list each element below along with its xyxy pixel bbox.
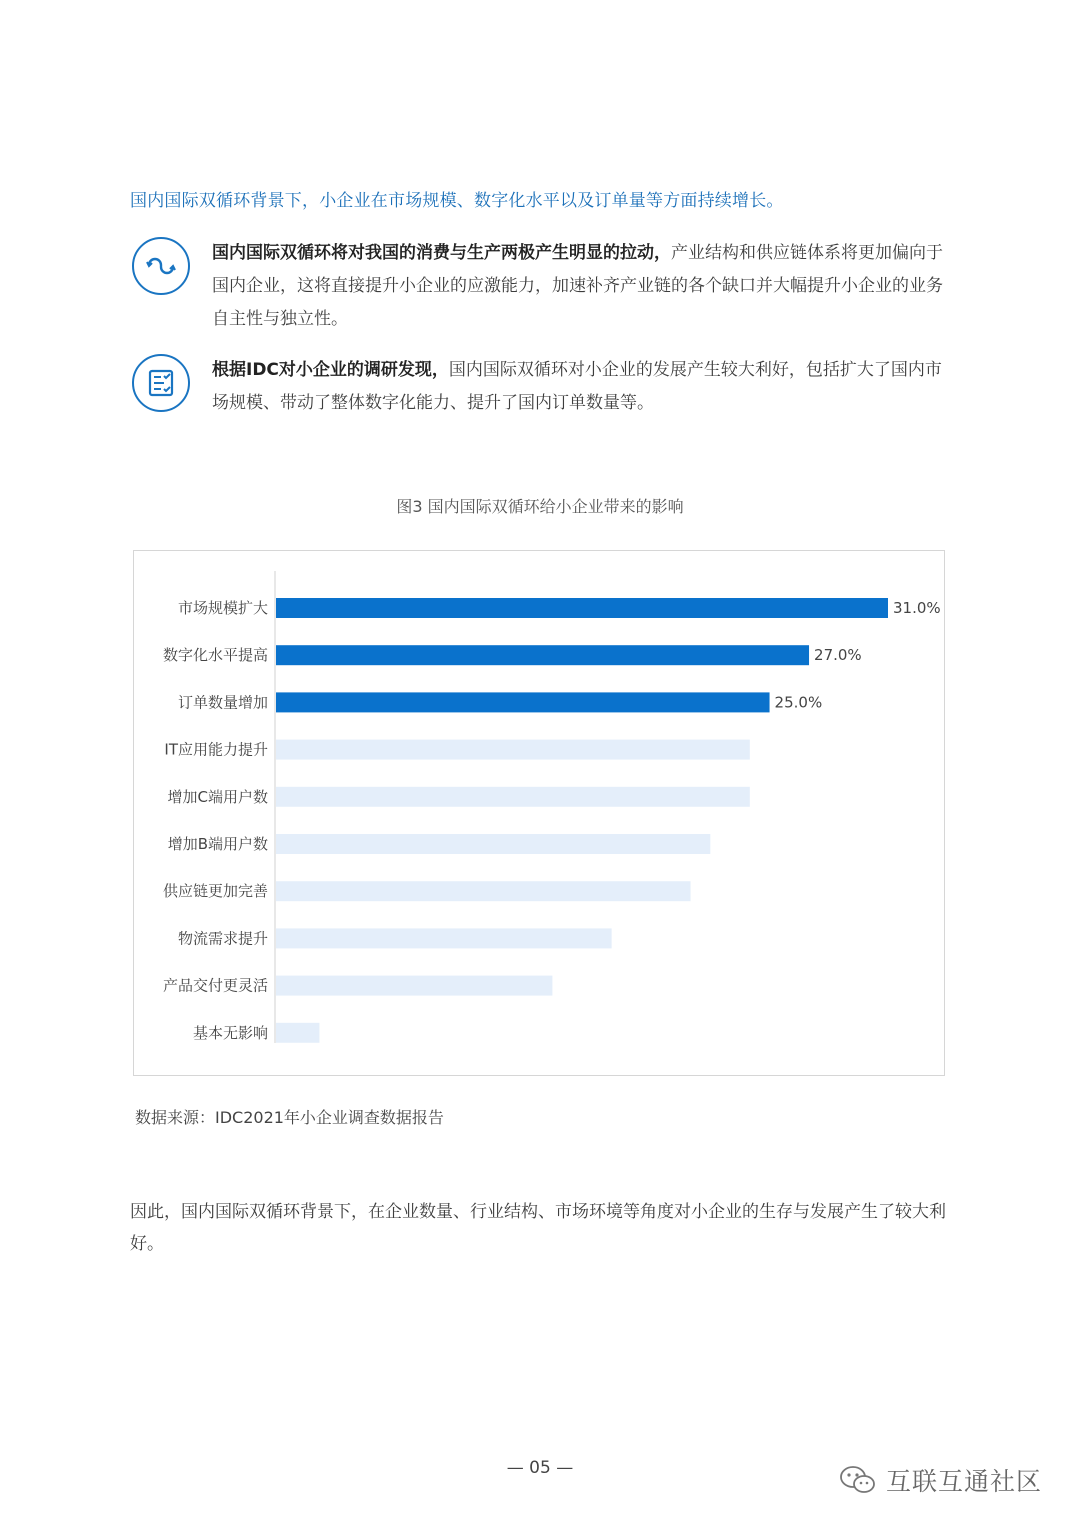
point-1-text: 国内国际双循环将对我国的消费与生产两极产生明显的拉动，产业结构和供应链体系将更加偏向于国内企业，这将直接提升小企业的应激能力，加速补齐产业链的各个缺口并大幅提升小企业的业务自主性与独立性。 xyxy=(212,243,943,329)
bar xyxy=(276,834,710,854)
value-label: 31.0% xyxy=(893,599,941,617)
conclusion-paragraph: 因此，国内国际双循环背景下，在企业数量、行业结构、市场环境等角度对小企业的生存与发展产生了较大利好。 xyxy=(130,1202,946,1254)
wechat-icon xyxy=(838,1464,878,1496)
value-label: 27.0% xyxy=(814,646,862,665)
bar xyxy=(276,881,691,901)
category-label: 增加B端用户数 xyxy=(167,835,268,853)
cycle-arrows-icon xyxy=(132,237,190,295)
category-label: 供应链更加完善 xyxy=(162,882,268,901)
chart-frame xyxy=(133,550,945,1076)
page-number: — 05 — xyxy=(506,1458,574,1478)
bar xyxy=(276,645,809,665)
headline: 国内国际双循环背景下，小企业在市场规模、数字化水平以及订单量等方面持续增长。 xyxy=(130,191,784,211)
category-label: IT应用能力提升 xyxy=(164,740,268,759)
bar xyxy=(276,692,770,712)
bar xyxy=(276,976,552,996)
watermark-text: 互联互通社区 xyxy=(886,1467,1043,1496)
bar xyxy=(276,1023,319,1043)
bar xyxy=(276,928,612,948)
watermark xyxy=(838,1460,1042,1500)
category-label: 数字化水平提高 xyxy=(162,646,268,665)
value-label: 25.0% xyxy=(774,693,823,712)
figure-title: 图3 国内国际双循环给小企业带来的影响 xyxy=(396,497,684,516)
category-label: 增加C端用户数 xyxy=(167,787,268,806)
data-source: 数据来源：IDC2021年小企业调查数据报告 xyxy=(135,1108,444,1127)
category-label: 产品交付更灵活 xyxy=(162,976,268,995)
point-2-text: 根据IDC对小企业的调研发现，国内国际双循环对小企业的发展产生较大利好，包括扩大了国内市场规模、带动了整体数字化能力、提升了国内订单数量等。 xyxy=(212,360,942,413)
category-label: 物流需求提升 xyxy=(177,929,268,948)
bar-chart xyxy=(134,551,944,1075)
category-label: 订单数量增加 xyxy=(177,693,268,712)
bar xyxy=(276,598,888,618)
category-label: 市场规模扩大 xyxy=(177,599,268,617)
category-label: 基本无影响 xyxy=(192,1023,268,1042)
bar xyxy=(276,787,750,807)
bar xyxy=(276,740,750,760)
survey-list-icon xyxy=(132,354,190,412)
